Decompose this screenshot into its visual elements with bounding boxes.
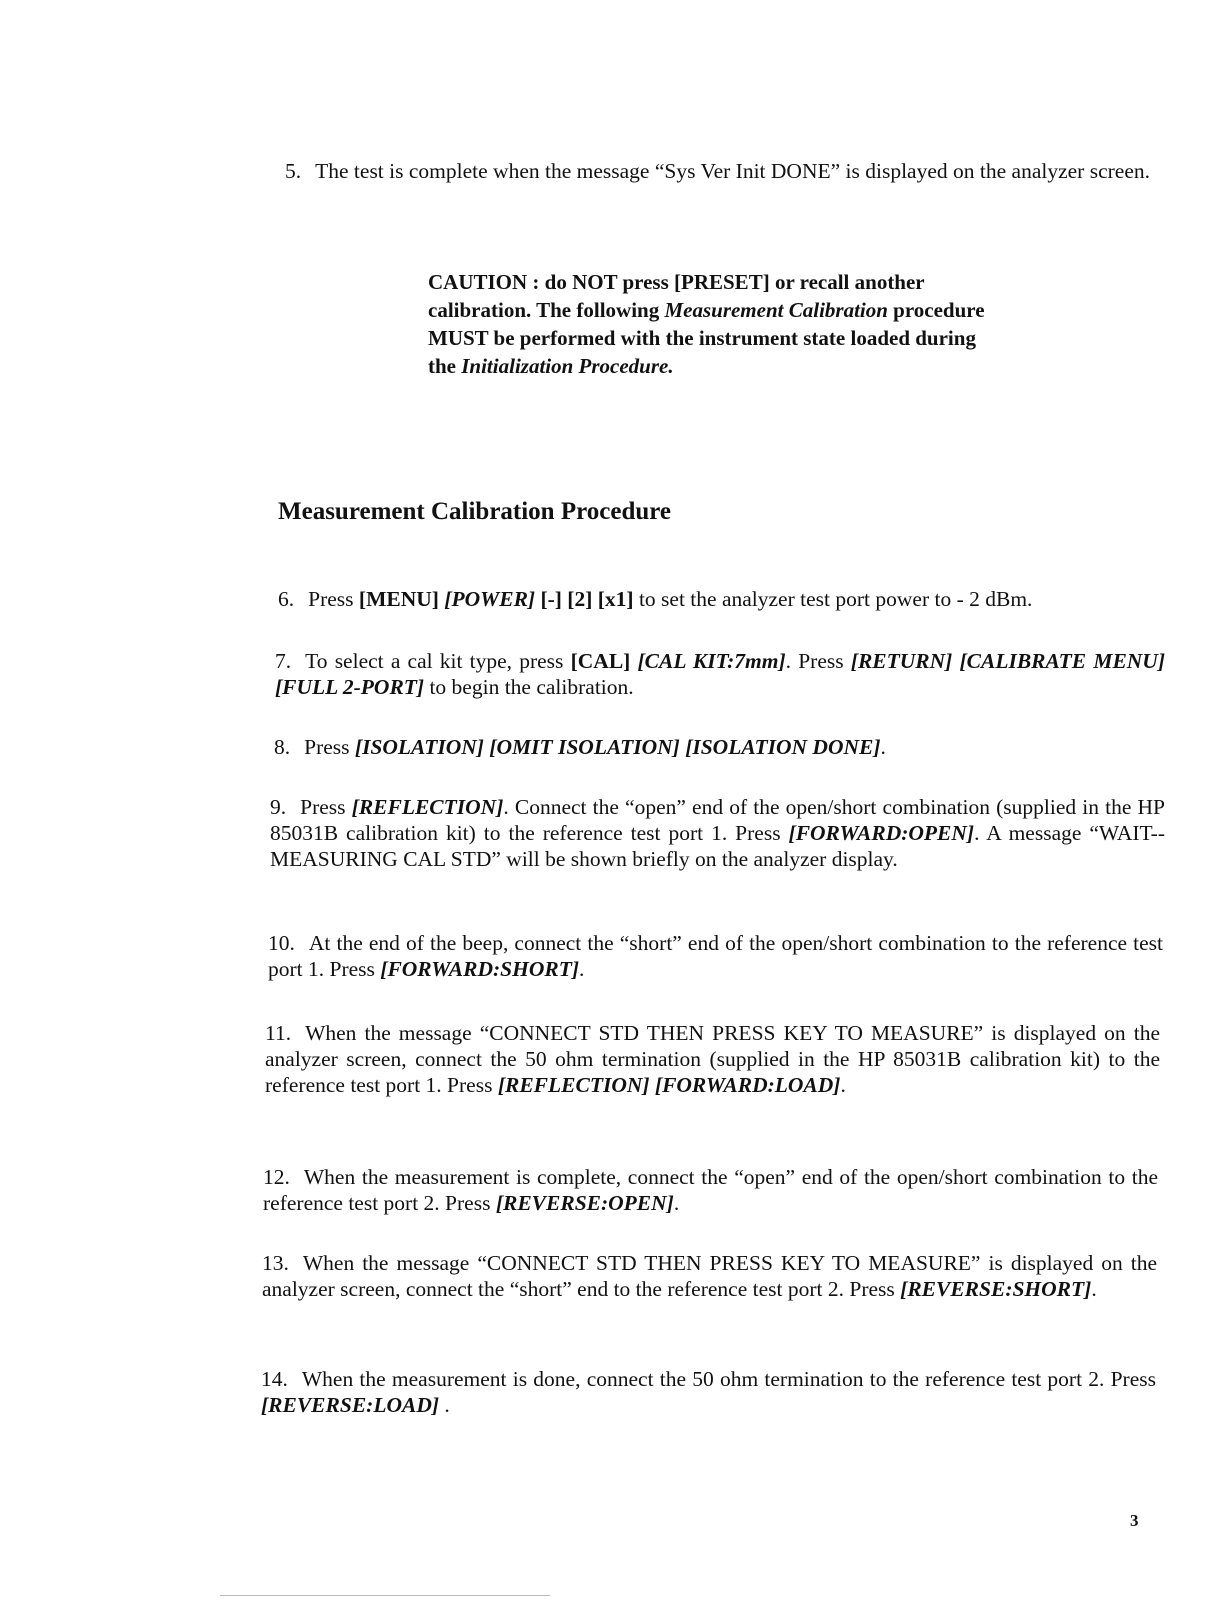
step-13 bbox=[262, 1250, 1157, 1302]
step-14 bbox=[261, 1366, 1156, 1418]
caution-emphasis: Measurement Calibration bbox=[664, 298, 888, 322]
step-text: . bbox=[439, 1393, 450, 1417]
step-text: . Press bbox=[785, 649, 851, 673]
step-text: Press bbox=[308, 587, 359, 611]
step-text: When the message “CONNECT STD THEN PRESS KEY TO MEASURE” is displayed on the analyzer screen, connect the “short” end to the reference test port 2. Press bbox=[262, 1251, 1157, 1301]
step-text: At the end of the beep, connect the “short” end of the open/short combination to the reference test port 1. Press bbox=[268, 931, 1163, 981]
step-number: 7. bbox=[275, 649, 292, 673]
step-number: 12. bbox=[263, 1165, 290, 1189]
softkey-label: [REFLECTION] bbox=[351, 795, 504, 819]
step-number: 13. bbox=[262, 1251, 289, 1275]
step-text: . bbox=[840, 1073, 846, 1097]
step-text: . bbox=[673, 1191, 680, 1215]
step-7 bbox=[275, 648, 1165, 700]
section-title: Measurement Calibration Procedure bbox=[278, 498, 671, 525]
softkey-label: [RETURN] [CALIBRATE MENU] [FULL 2-PORT] bbox=[275, 649, 1165, 699]
step-number: 8. bbox=[274, 735, 291, 759]
caution-note bbox=[428, 268, 1008, 380]
step-number: 10. bbox=[268, 931, 295, 955]
softkey-label: [CAL KIT:7mm] bbox=[630, 649, 786, 673]
step-text: . Connect the “open” end of the open/short combination (supplied in the HP 85031B calibration kit) to the reference test port 1. Press bbox=[270, 795, 1165, 845]
caution-text: CAUTION : do NOT press [PRESET] or recall another calibration. The following bbox=[428, 270, 925, 322]
step-text: The test is complete when the message “Sys Ver Init DONE” is displayed on the analyzer screen. bbox=[315, 159, 1150, 183]
step-text: Press bbox=[300, 795, 352, 819]
softkey-label: [FORWARD:OPEN] bbox=[788, 821, 975, 845]
step-5 bbox=[285, 158, 1170, 184]
step-9 bbox=[270, 794, 1165, 872]
step-text: . A message “WAIT--MEASURING CAL STD” will be shown briefly on the analyzer display. bbox=[270, 821, 1165, 871]
key-label: [MENU] bbox=[358, 587, 439, 611]
step-10 bbox=[268, 930, 1163, 982]
caution-emphasis: Initialization Procedure. bbox=[461, 354, 674, 378]
step-text: . bbox=[880, 735, 886, 759]
step-12 bbox=[263, 1164, 1158, 1216]
softkey-label: [POWER] bbox=[438, 587, 536, 611]
step-text: To select a cal kit type, press bbox=[305, 649, 571, 673]
footer-divider bbox=[220, 1595, 550, 1596]
step-text: When the measurement is done, connect the 50 ohm termination to the reference test port 2. Press bbox=[301, 1367, 1156, 1391]
softkey-label: [REVERSE:OPEN] bbox=[495, 1191, 674, 1215]
step-number: 5. bbox=[285, 159, 302, 183]
page-number: 3 bbox=[1130, 1511, 1139, 1530]
step-text: Press bbox=[304, 735, 355, 759]
softkey-label: [REVERSE:SHORT] bbox=[900, 1277, 1092, 1301]
softkey-label: [REFLECTION] [FORWARD:LOAD] bbox=[497, 1073, 841, 1097]
step-text: to begin the calibration. bbox=[424, 675, 634, 699]
key-label: [CAL] bbox=[570, 649, 631, 673]
step-11 bbox=[265, 1020, 1160, 1098]
step-text: When the measurement is complete, connect the “open” end of the open/short combination to the reference test port 2. Press bbox=[263, 1165, 1158, 1215]
softkey-label: [FORWARD:SHORT] bbox=[380, 957, 579, 981]
step-number: 6. bbox=[278, 587, 295, 611]
step-text: . bbox=[1091, 1277, 1097, 1301]
step-text: . bbox=[579, 957, 585, 981]
step-number: 9. bbox=[270, 795, 287, 819]
step-8 bbox=[274, 734, 1164, 760]
step-text: When the message “CONNECT STD THEN PRESS KEY TO MEASURE” is displayed on the analyzer screen, connect the 50 ohm termination (supplied in the HP 85031B calibration kit) to the reference test port 1. Press bbox=[265, 1021, 1160, 1097]
step-text: to set the analyzer test port power to - 2 dBm. bbox=[633, 587, 1033, 611]
step-6 bbox=[278, 586, 1168, 612]
step-number: 14. bbox=[261, 1367, 288, 1391]
key-label: [-] [2] [x1] bbox=[535, 587, 634, 611]
softkey-label: [ISOLATION] [OMIT ISOLATION] [ISOLATION DONE] bbox=[354, 735, 881, 759]
caution-text: procedure MUST be performed with the instrument state loaded during the bbox=[428, 298, 985, 378]
step-number: 11. bbox=[265, 1021, 292, 1045]
softkey-label: [REVERSE:LOAD] bbox=[261, 1393, 440, 1417]
